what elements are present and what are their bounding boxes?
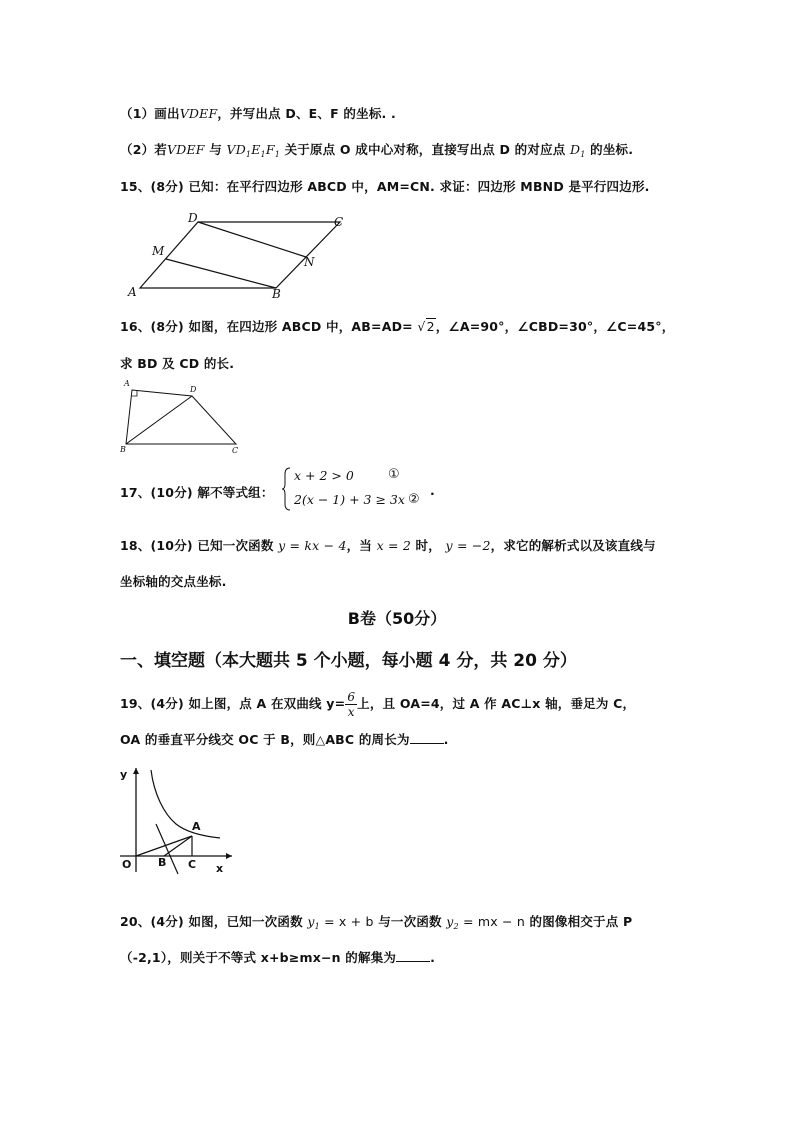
circle-2: ② — [408, 492, 420, 507]
quad-abcd — [126, 390, 236, 444]
q14-part1-rest: ，并写出点 D、E、F 的坐标. . — [217, 106, 396, 121]
y1-sub: 1 — [314, 922, 320, 931]
q17-end: . — [430, 483, 435, 498]
fraction-denominator: x — [347, 705, 355, 719]
label-a: A — [192, 820, 201, 833]
q19-text-line2 — [120, 730, 449, 748]
label-b: B — [158, 856, 167, 869]
q19-svg — [116, 764, 236, 876]
answer-blank[interactable] — [396, 949, 430, 962]
diagonal-bd — [126, 396, 192, 444]
q14-part2-lead: （2）若 — [120, 142, 167, 157]
hyperbola-curve — [151, 770, 220, 838]
triangle-d1e1f1-d: VD — [226, 142, 246, 157]
inequality-1: x + 2 > 0 — [294, 468, 354, 483]
q14-part2 — [120, 140, 633, 159]
sub-d1: 1 — [580, 150, 586, 159]
fraction-numerator: 6 — [347, 690, 356, 704]
q20-question: （-2,1），则关于不等式 x+b≥mx−n 的解集为 — [120, 950, 397, 965]
q15-figure-parallelogram — [120, 208, 360, 300]
q19-end: . — [443, 732, 449, 747]
y2-symbol: y — [446, 914, 454, 929]
label-y: y — [120, 768, 128, 781]
triangle-def: VDEF — [179, 106, 218, 121]
q18-rest: ，求它的解析式以及该直线与 — [490, 538, 656, 553]
q16-figure-quadrilateral — [118, 378, 248, 456]
point-d1: D — [570, 142, 581, 157]
q19-text-line1 — [120, 690, 635, 719]
label-n: N — [304, 255, 315, 269]
label-a: A — [124, 379, 130, 388]
q14-part2-mid: 关于原点 O 成中心对称，直接写出点 D 的对应点 — [280, 142, 571, 157]
label-a: A — [128, 285, 137, 299]
segment-mb — [166, 259, 276, 288]
q14-part2-end: 的坐标. — [585, 142, 634, 157]
q20-mid: 与一次函数 — [373, 914, 447, 929]
q16-text-line1: 16、(8分) 如图，在四边形 ABCD 中，AB=AD= √2，∠A=90°，∠CBD=30°，∠C=45°， — [120, 319, 675, 334]
q20-text-line1 — [120, 912, 632, 931]
q20-text-line2 — [120, 948, 435, 966]
left-brace — [282, 468, 290, 510]
q15-text: 15、(8分) 已知：在平行四边形 ABCD 中，AM=CN. 求证：四边形 MBND 是平行四边形. — [120, 179, 650, 194]
q19-figure-hyperbola — [116, 764, 236, 876]
y-axis-arrow — [133, 768, 139, 774]
q16-svg — [118, 378, 248, 456]
q19-question: OA 的垂直平分线交 OC 于 B，则△ABC 的周长为 — [120, 732, 410, 747]
expr-2: = mx − n — [458, 914, 525, 929]
label-x: x — [216, 862, 224, 875]
fraction-6-over-x — [345, 690, 357, 719]
q17-text: 17、(10分) 解不等式组： — [120, 485, 274, 500]
q14-part1-lead: （1）画出 — [120, 106, 180, 121]
sub-1a: 1 — [245, 150, 252, 159]
right-angle-mark — [132, 391, 137, 396]
q20-end: . — [430, 950, 436, 965]
sub-1c: 1 — [274, 150, 281, 159]
q16-lead: 16、(8分) 如图，在四边形 ABCD 中，AB=AD= — [120, 319, 418, 334]
x-axis-arrow — [226, 853, 232, 859]
label-c: C — [188, 858, 197, 871]
q14-part2-and: 与 — [204, 142, 227, 157]
y2-sub: 2 — [453, 922, 459, 931]
segment-dn — [198, 222, 306, 257]
label-b: B — [272, 287, 281, 300]
q19-lead: 19、(4分) 如上图，点 A 在双曲线 y= — [120, 696, 346, 711]
func-expr: y = kx − 4 — [278, 538, 347, 553]
triangle-d1e1f1-e: E — [251, 142, 261, 157]
label-m: M — [152, 244, 165, 258]
answer-blank[interactable] — [410, 731, 444, 744]
q16-angles: ，∠A=90°，∠CBD=30°，∠C=45°， — [435, 319, 675, 334]
label-d: D — [190, 385, 197, 394]
y1-symbol: y — [307, 914, 315, 929]
circle-1: ① — [388, 467, 400, 482]
section-b-title: B卷（50分） — [347, 609, 447, 628]
inequality-2: 2(x − 1) + 3 ≥ 3x — [294, 492, 405, 507]
q20-lead: 20、(4分) 如图，已知一次函数 — [120, 914, 308, 929]
label-d: D — [188, 211, 198, 225]
q18-lead: 18、(10分) 已知一次函数 — [120, 538, 279, 553]
cond-x: x = 2 — [376, 538, 411, 553]
q18-text-line2: 坐标轴的交点坐标. — [120, 574, 227, 589]
q18-text-line1 — [120, 536, 656, 554]
segment-oa — [136, 836, 192, 856]
cond-y: y = −2 — [445, 538, 491, 553]
sub-1b: 1 — [260, 150, 266, 159]
inequality-system — [282, 466, 432, 512]
sqrt-2: 2 — [426, 319, 435, 334]
label-o: O — [122, 858, 132, 871]
q16-text-line2: 求 BD 及 CD 的长. — [120, 356, 235, 371]
triangle-def-2: VDEF — [167, 142, 205, 157]
q15-svg — [120, 208, 360, 300]
label-c: C — [334, 215, 344, 229]
part-one-title: 一、填空题（本大题共 5 个小题，每小题 4 分，共 20 分） — [120, 651, 577, 671]
q14-part1 — [120, 104, 396, 122]
q18-when: ，当 — [346, 538, 377, 553]
q19-rest: 上，且 OA=4，过 A 作 AC⊥x 轴，垂足为 C， — [357, 696, 636, 711]
expr-1: = x + b — [319, 914, 374, 929]
triangle-d1e1f1-f: F — [265, 142, 275, 157]
label-c: C — [232, 446, 239, 455]
label-b: B — [120, 445, 126, 454]
q18-time: 时， — [411, 538, 446, 553]
q20-intersect: 的图像相交于点 P — [524, 914, 633, 929]
